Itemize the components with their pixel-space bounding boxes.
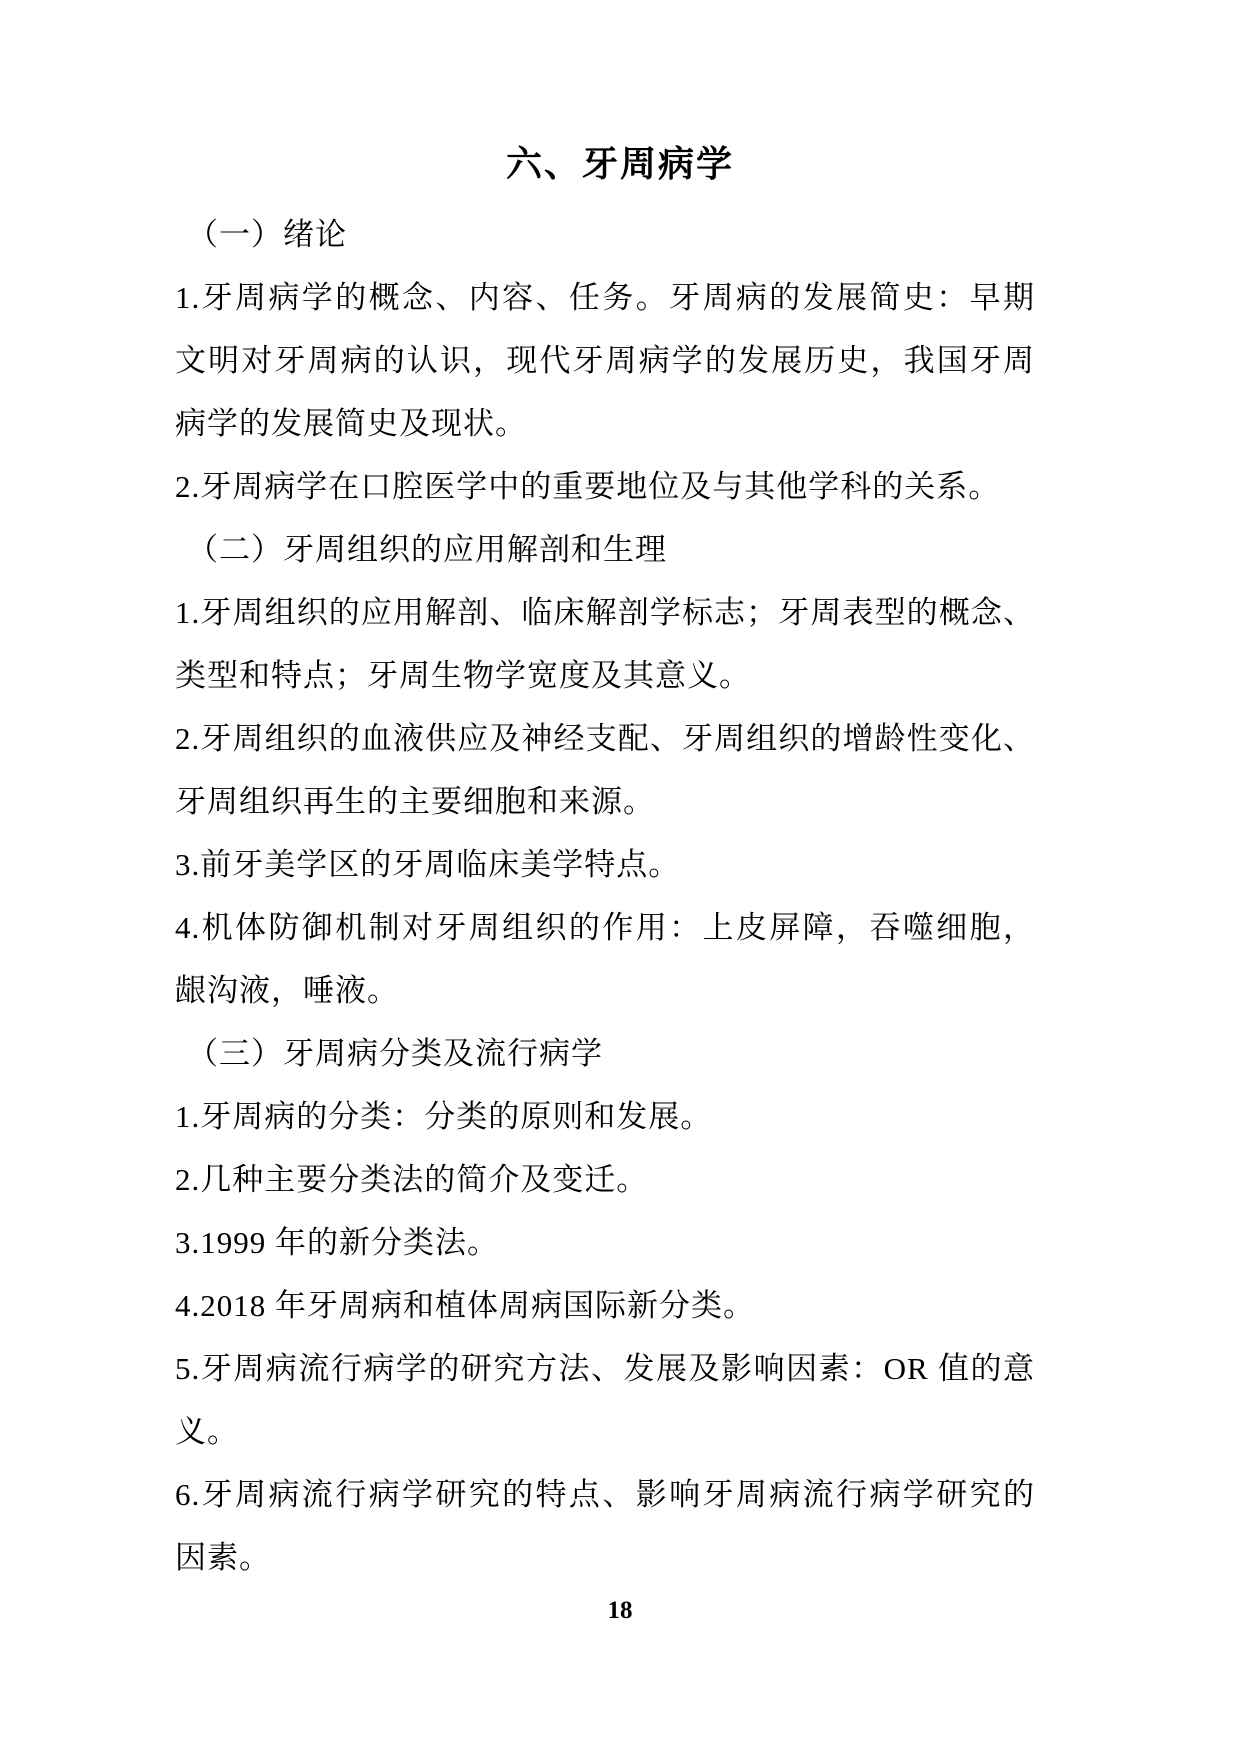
text-line: 2.牙周组织的血液供应及神经支配、牙周组织的增龄性变化、 bbox=[175, 721, 1035, 756]
text-line: 1.牙周病的分类：分类的原则和发展。 bbox=[175, 1099, 713, 1134]
text-line: 3.前牙美学区的牙周临床美学特点。 bbox=[175, 847, 681, 882]
section-heading: （一）绪论 bbox=[187, 217, 347, 252]
text-line: 因素。 bbox=[175, 1540, 271, 1575]
text-line: 牙周组织再生的主要细胞和来源。 bbox=[175, 784, 655, 819]
text-line: 龈沟液，唾液。 bbox=[175, 973, 399, 1008]
page-number: 18 bbox=[607, 1597, 633, 1624]
body-text bbox=[175, 203, 1035, 1589]
page-title: 六、牙周病学 bbox=[505, 144, 734, 184]
text-line: 1.牙周组织的应用解剖、临床解剖学标志；牙周表型的概念、 bbox=[175, 595, 1035, 630]
text-line: 5.牙周病流行病学的研究方法、发展及影响因素：OR 值的意 bbox=[175, 1351, 1035, 1386]
text-line: 文明对牙周病的认识，现代牙周病学的发展历史，我国牙周 bbox=[175, 343, 1035, 378]
text-line: 4.机体防御机制对牙周组织的作用：上皮屏障，吞噬细胞， bbox=[175, 910, 1035, 945]
text-line: 6.牙周病流行病学研究的特点、影响牙周病流行病学研究的 bbox=[175, 1477, 1035, 1512]
text-line: 义。 bbox=[175, 1414, 239, 1449]
section-heading: （三）牙周病分类及流行病学 bbox=[187, 1036, 603, 1071]
text-line: 1.牙周病学的概念、内容、任务。牙周病的发展简史：早期 bbox=[175, 280, 1035, 315]
section-heading: （二）牙周组织的应用解剖和生理 bbox=[187, 532, 667, 567]
text-line: 3.1999 年的新分类法。 bbox=[175, 1225, 499, 1260]
text-line: 4.2018 年牙周病和植体周病国际新分类。 bbox=[175, 1288, 755, 1323]
text-line: 2.牙周病学在口腔医学中的重要地位及与其他学科的关系。 bbox=[175, 469, 1001, 504]
text-line: 2.几种主要分类法的简介及变迁。 bbox=[175, 1162, 649, 1197]
text-line: 类型和特点；牙周生物学宽度及其意义。 bbox=[175, 658, 751, 693]
text-line: 病学的发展简史及现状。 bbox=[175, 406, 527, 441]
